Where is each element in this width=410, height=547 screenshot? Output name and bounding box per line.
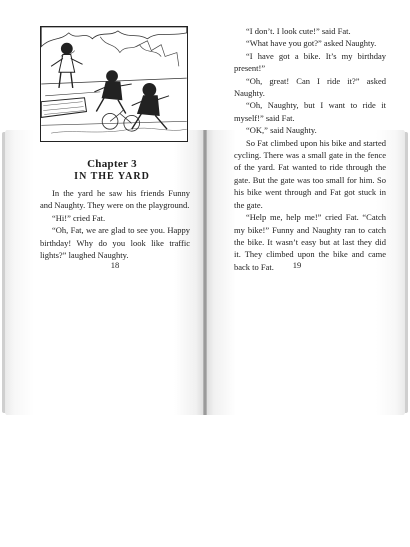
left-page-text (40, 187, 190, 261)
right-page-text (234, 25, 386, 273)
chapter-number: Chapter 3 (87, 158, 137, 170)
paragraph: “OK,” said Naughty. (246, 125, 317, 136)
chapter-title: IN THE YARD (74, 171, 150, 182)
paragraph: “Oh, Fat, we are glad to see you. Happy birthday! Why do you look like traffic lights?” laughed Naughty. (40, 225, 190, 261)
paragraph: “I have got a bike. It’s my birthday present!” (234, 50, 386, 74)
paragraph: “I don’t. I look cute!” said Fat. (246, 26, 351, 36)
book-spine (203, 130, 207, 415)
children-playing-illustration (41, 27, 187, 141)
paragraph: “Oh, Naughty, but I want to ride it myself!” said Fat. (234, 100, 386, 123)
paragraph: So Fat climbed upon his bike and started cycling. There was a small gate in the fence of the yard. Fat wanted to ride through the gate. But the gate was too small for him. So his bike went through and Fat got stuck in the gate. (234, 137, 386, 210)
chapter-illustration (40, 26, 188, 142)
paragraph: “What have you got?” asked Naughty. (246, 38, 377, 49)
page-number-right: 19 (292, 260, 302, 270)
paragraph: “Hi!” cried Fat. (52, 212, 106, 223)
paragraph: In the yard he saw his friends Funny and Naughty. They were on the playground. (40, 188, 190, 211)
paragraph: “Help me, help me!” cried Fat. “Catch my bike!” Funny and Naughty ran to catch the bike. It wasn’t easy but at last they did it. They climbed upon the bike and came back to Fat. (234, 212, 386, 272)
page-number-left: 18 (110, 260, 120, 270)
paragraph: “Oh, great! Can I ride it?” asked Naughty. (234, 75, 386, 99)
